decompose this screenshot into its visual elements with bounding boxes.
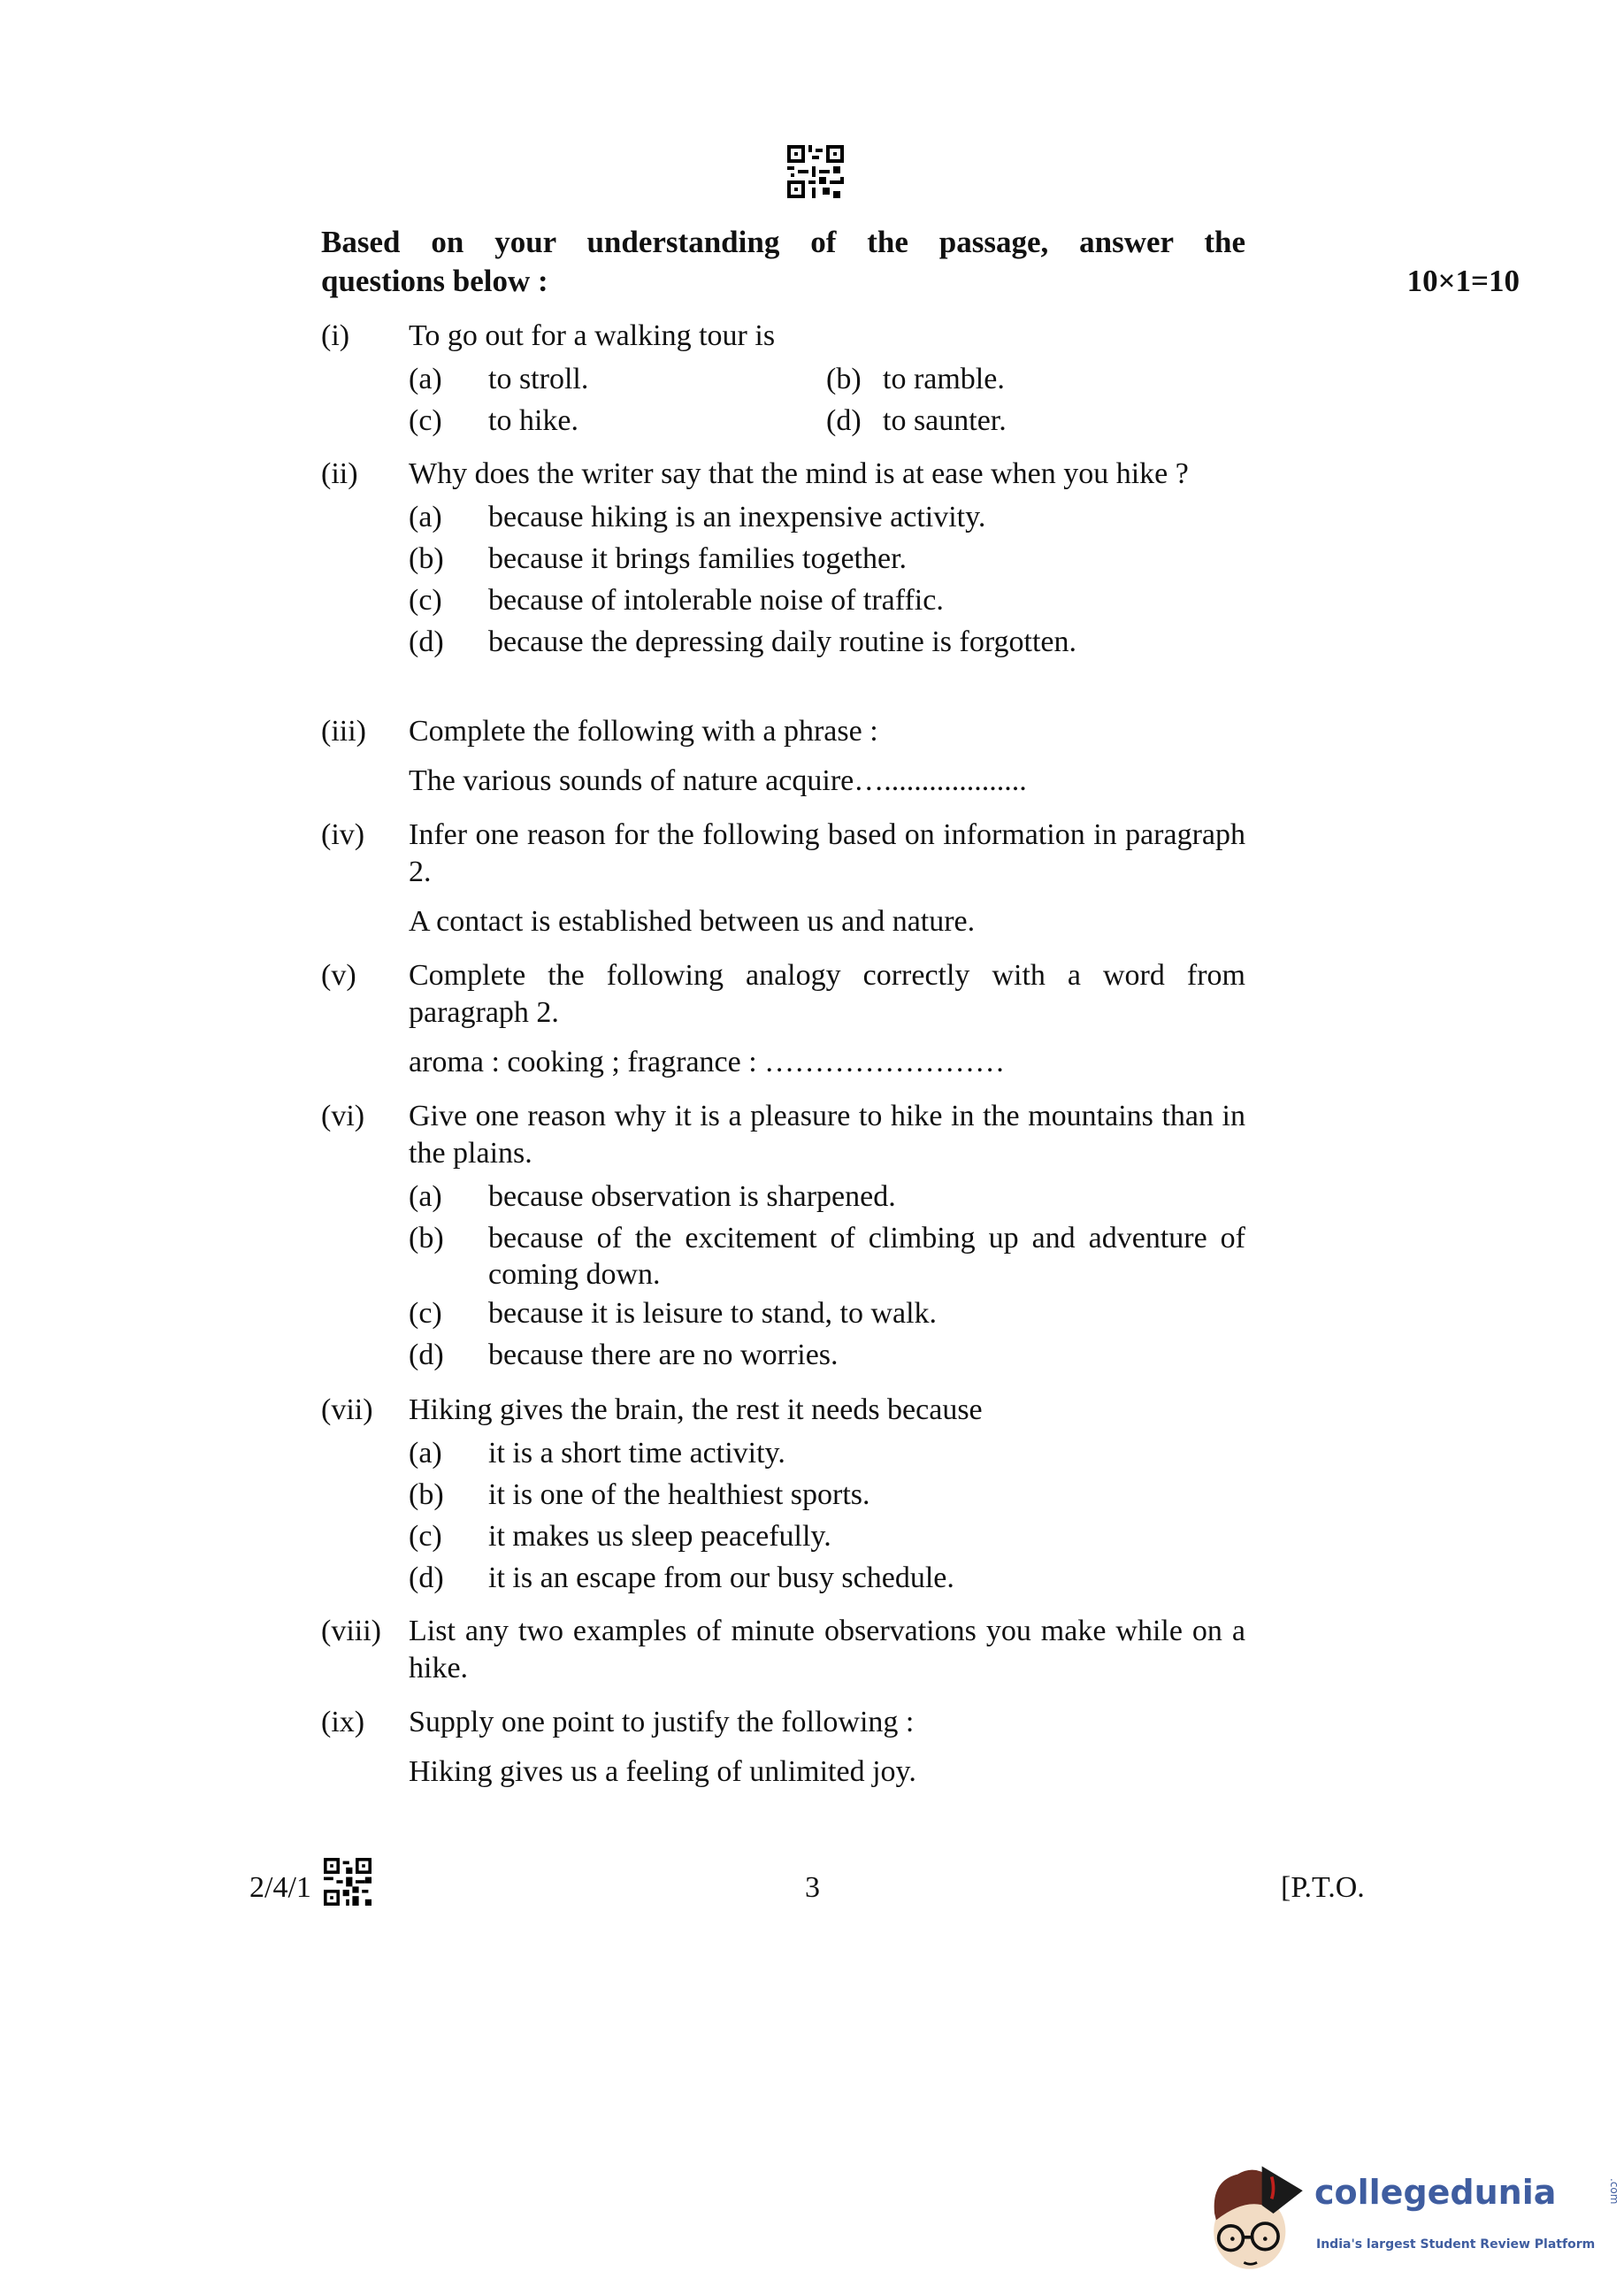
option-label: (d) [409,625,444,658]
option-text: to stroll. [488,363,589,395]
question-6 [321,1098,1245,1376]
question-text: Infer one reason for the following based on information in paragraph 2. [409,818,1245,888]
logo-name: collegedunia [1314,2173,1557,2212]
question-text: To go out for a walking tour is [409,319,776,352]
option-b [409,538,1245,579]
option-label: (c) [409,404,442,437]
question-1 [321,318,1245,441]
logo-suffix: .com [1608,2178,1620,2205]
option-text: to hike. [488,404,578,437]
question-number: (iii) [321,715,366,748]
option-a [409,1176,1245,1217]
paper-code: 2/4/1 [249,1871,311,1904]
option-b [826,358,1245,400]
option-text: it is one of the healthiest sports. [488,1478,870,1511]
option-label: (a) [409,1180,442,1213]
instructions [321,223,1520,301]
question-7 [321,1392,1245,1599]
option-text: because the depressing daily routine is forgotten. [488,625,1077,658]
question-text: Complete the following analogy correctly with a word from paragraph 2. [409,959,1245,1029]
option-label: (d) [409,1339,444,1371]
option-text: it makes us sleep peacefully. [488,1520,831,1553]
question-4 [321,817,1245,940]
question-number: (i) [321,319,350,352]
option-c [409,579,1245,621]
option-text: because observation is sharpened. [488,1180,896,1213]
please-turn-over: [P.T.O. [1281,1871,1365,1904]
question-subtext: A contact is established between us and nature. [409,905,976,938]
option-label: (d) [409,1562,444,1594]
question-number: (iv) [321,818,365,851]
option-label: (c) [409,1297,442,1330]
option-c [409,1515,1245,1557]
page-number: 3 [805,1871,820,1904]
option-d [409,621,1245,663]
question-number: (v) [321,959,356,992]
option-d [826,400,1245,441]
option-b [409,1217,1245,1293]
question-number: (ii) [321,457,358,490]
question-number: (vi) [321,1100,365,1132]
mascot-icon [1205,2152,1311,2275]
question-8 [321,1613,1245,1687]
marks: 10×1=10 [1406,264,1520,298]
option-c [409,1293,1245,1334]
option-label: (b) [409,1478,444,1511]
instructions-line2: questions below : [321,264,548,298]
question-9 [321,1704,1245,1791]
option-b [409,1474,1245,1515]
option-text: because it brings families together. [488,542,908,575]
instructions-line1: Based on your understanding of the passage, answer the [321,225,1245,259]
question-text: Why does the writer say that the mind is at ease when you hike ? [409,457,1189,490]
question-5 [321,957,1245,1081]
question-number: (ix) [321,1706,365,1738]
option-text: it is an escape from our busy schedule. [488,1562,954,1594]
option-label: (d) [826,404,862,437]
option-text: to ramble. [883,363,1005,395]
option-label: (a) [409,501,442,533]
question-text: Give one reason why it is a pleasure to hike in the mountains than in the plains. [409,1100,1245,1170]
logo-tagline: India's largest Student Review Platform [1316,2237,1596,2252]
qr-code-icon [324,1858,372,1906]
option-a [409,358,826,400]
qr-code-icon [787,145,844,198]
question-text: Hiking gives the brain, the rest it needs because [409,1393,983,1426]
option-a [409,496,1245,538]
question-subtext: The various sounds of nature acquire…................... [409,764,1027,797]
option-label: (b) [409,1222,444,1255]
collegedunia-logo [1205,2152,1622,2275]
option-label: (c) [409,584,442,617]
option-text: because hiking is an inexpensive activity. [488,501,986,533]
option-text: to saunter. [883,404,1007,437]
option-c [409,400,826,441]
option-d [409,1557,1245,1599]
option-text: because of the excitement of climbing up and adventure of coming down. [488,1222,1245,1291]
question-2 [321,456,1245,663]
question-number: (viii) [321,1615,381,1647]
option-text: because it is leisure to stand, to walk. [488,1297,938,1330]
option-label: (b) [826,363,862,395]
option-text: because there are no worries. [488,1339,839,1371]
question-text: Supply one point to justify the following : [409,1706,915,1738]
question-text: Complete the following with a phrase : [409,715,878,748]
option-label: (a) [409,363,442,395]
option-text: because of intolerable noise of traffic. [488,584,944,617]
option-a [409,1432,1245,1474]
option-label: (b) [409,542,444,575]
question-subtext: aroma : cooking ; fragrance : …………………… [409,1046,1006,1078]
question-3 [321,713,1245,800]
question-subtext: Hiking gives us a feeling of unlimited joy. [409,1755,916,1788]
option-label: (a) [409,1437,442,1469]
question-text: List any two examples of minute observations you make while on a hike. [409,1615,1245,1684]
option-label: (c) [409,1520,442,1553]
question-number: (vii) [321,1393,373,1426]
option-text: it is a short time activity. [488,1437,785,1469]
option-d [409,1334,1245,1376]
